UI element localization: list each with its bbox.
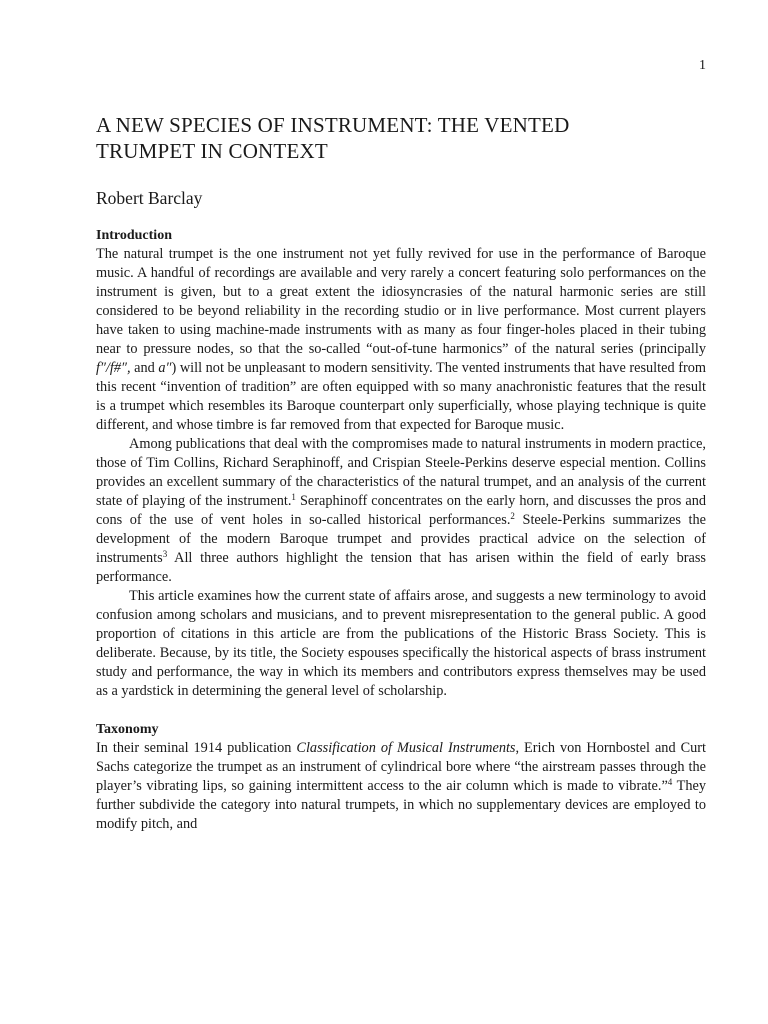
author-name: Robert Barclay [96, 188, 203, 208]
title-line-1: A NEW SPECIES OF INSTRUMENT: THE VENTED [96, 113, 570, 137]
text-run: and [130, 360, 159, 376]
article-title [96, 112, 706, 164]
section-heading-introduction: Introduction [96, 228, 172, 243]
intro-paragraph-2 [96, 435, 706, 587]
text-run: The natural trumpet is the one instrument not yet fully revived for use in the performance of Baroque music. A handful of recordings are available and very rarely a concert featuring solo performances on the instrument is given, but to a great extent the idiosyncrasies of the natural harmonic series are still considered to be beyond reliability in the recording studio or in live performance. Most current players have taken to using machine-made instruments with as many as four finger-holes placed in their tubing near to pressure nodes, so that the so-called “out-of-tune harmonics” of the natural series (principally [96, 246, 706, 357]
note-names: f″/f#″, [96, 360, 131, 376]
note-name: a″ [158, 360, 172, 376]
text-run: They further subdivide the category into natural trumpets, in which no supplementary devices are employed to modify pitch, and [96, 778, 706, 832]
text-run: ) will not be unpleasant to modern sensitivity. The vented instruments that have resulted from this recent “invention of tradition” are often equipped with so many anachronistic features that the result is a trumpet which resembles its Baroque counterpart only superficially, whose playing technique is quite different, and whose timbre is far removed from that expected for Baroque music. [96, 360, 706, 433]
footnote-ref-1[interactable]: 1 [291, 492, 296, 502]
intro-paragraph-3: This article examines how the current state of affairs arose, and suggests a new terminology to avoid confusion among scholars and musicians, and to prevent misrepresentation to the general public. A good proportion of citations in this article are from the publications of the Historic Brass Society. This is deliberate. Because, by its title, the Society espouses specifically the historical aspects of brass instrument study and performance, the way in which its members and contributors express themselves may be used as a yardstick in determining the general level of scholarship. [96, 588, 706, 699]
footnote-ref-4[interactable]: 4 [667, 777, 673, 787]
text-run: In their seminal 1914 publication [96, 740, 297, 756]
intro-paragraph-1 [96, 245, 706, 435]
taxonomy-paragraph-1 [96, 739, 706, 834]
text-run: Steele-Perkins summarizes the development of the modern Baroque trumpet and provides practical advice on the selection of instruments [96, 512, 706, 566]
article-body [96, 112, 706, 834]
footnote-ref-2[interactable]: 2 [510, 511, 515, 521]
text-run: All three authors highlight the tension that has arisen within the field of early brass performance. [96, 550, 706, 585]
title-line-2: TRUMPET IN CONTEXT [96, 139, 328, 163]
text-run: Among publications that deal with the compromises made to natural instruments in modern practice, those of Tim Collins, Richard Seraphinoff, and Crispian Steele-Perkins deserve especial mention. Collins provides an excellent summary of the characteristics of the natural trumpet, and an analysis of the current state of playing of the instrument. [96, 436, 706, 509]
book-title: Classification of Musical Instruments [296, 740, 516, 756]
page-number: 1 [699, 58, 706, 73]
text-run: , Erich von Hornbostel and Curt Sachs categorize the trumpet as an instrument of cylindrical bore where “the airstream passes through the player’s vibrating lips, so gaining intermittent access to the air column which is made to vibrate.” [96, 740, 706, 794]
footnote-ref-3[interactable]: 3 [162, 549, 168, 559]
text-run: Seraphinoff concentrates on the early horn, and discusses the pros and cons of the use of vent holes in so-called historical performances. [96, 493, 707, 528]
section-heading-taxonomy: Taxonomy [96, 722, 159, 737]
